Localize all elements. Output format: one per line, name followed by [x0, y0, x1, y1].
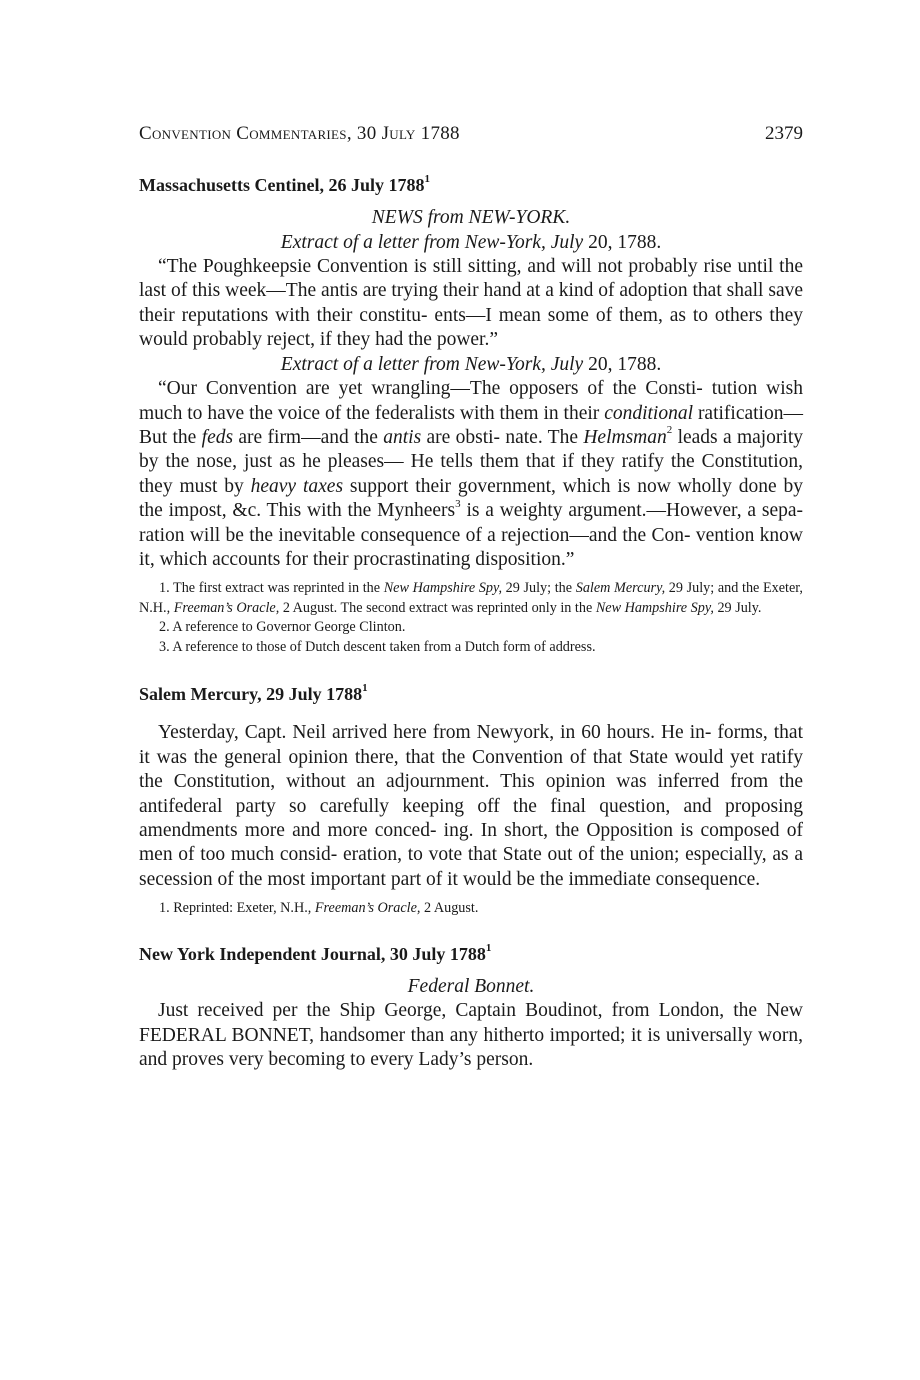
- article-title-text: New York Independent Journal, 30 July 1788: [139, 943, 486, 964]
- footnote-marker: 1: [362, 682, 368, 695]
- paragraph-text: are firm—and the: [233, 426, 384, 448]
- footnote-marker: 2: [666, 424, 673, 437]
- paragraph: [139, 377, 803, 572]
- paragraph-text: is a weighty argument.—However, a sepa- ration will be the inevitable consequence of a rejection—and the Con- vention know it, which accounts for their procrastinating disposition.”: [139, 500, 803, 570]
- paragraph: Just received per the Ship George, Captain Boudinot, from London, the New FEDERAL BONNET, handsomer than any hitherto imported; it is universally worn, and proves very becoming to every Lady’s person.: [139, 1000, 803, 1071]
- article-heading: NEWS from NEW-YORK.: [371, 207, 571, 228]
- running-title: Convention Commentaries, 30 July 1788: [139, 123, 460, 144]
- dateline-text: Extract of a letter from New-York, July: [280, 231, 584, 253]
- italic-text: Freeman’s Oracle,: [314, 900, 421, 917]
- italic-text: Freeman’s Oracle,: [173, 599, 280, 616]
- paragraph-text: are obsti- nate. The: [421, 426, 584, 448]
- footnote-text: 2 August.: [420, 900, 479, 917]
- footnote-text: 29 July.: [713, 599, 762, 616]
- dateline-date: 20, 1788.: [583, 353, 662, 375]
- footnote-marker: 3: [455, 497, 461, 510]
- footnote-text: 1. Reprinted: Exeter, N.H.,: [159, 900, 315, 917]
- paragraph-text: ratification—But the: [139, 402, 803, 448]
- dateline-date: 20, 1788.: [583, 231, 662, 253]
- page-number: 2379: [765, 123, 803, 144]
- footnote-text: 1. The first extract was reprinted in the: [159, 580, 384, 597]
- italic-text: conditional: [604, 402, 694, 424]
- article-title: [139, 170, 803, 200]
- footnotes: [139, 899, 803, 919]
- article-title-text: Salem Mercury, 29 July 1788: [139, 684, 363, 705]
- page-body: [139, 170, 803, 1072]
- footnote-text: 2 August. The second extract was reprinted only in the: [279, 599, 596, 616]
- footnote: 2. A reference to Governor George Clinton.: [159, 619, 406, 636]
- paragraph: “The Poughkeepsie Convention is still sitting, and will not probably rise until the last of this week—The antis are trying their hand at a kind of adoption that shall save their reputations with their constitu- ents—I mean some of them, as to others they would probably reject, if they had the power.”: [139, 256, 803, 351]
- paragraph-text: “Our Convention are yet wrangling—The opposers of the Consti- tution wish much to have the voice of the federalists with them in their: [139, 378, 803, 424]
- footnote: [139, 579, 803, 618]
- dateline-text: Extract of a letter from New-York, July: [280, 353, 584, 375]
- article-massachusetts-centinel: [139, 170, 803, 657]
- footnote-marker: 1: [485, 941, 492, 954]
- paragraph: Yesterday, Capt. Neil arrived here from Newyork, in 60 hours. He in- forms, that it was the general opinion there, that the Convention of that State would yet ratify the Constitution, without an adjournment. This opinion was inferred from the antifederal party so carefully keeping off the final question, and proposing amendments more and more conced- ing. In short, the Opposition is composed of men of too much consid- eration, to vote that State out of the union; especially, as a secession of the most important part of it would be the immediate consequence.: [139, 722, 803, 890]
- italic-text: feds: [201, 426, 234, 448]
- article-new-york-independent-journal: [139, 939, 803, 1073]
- dateline: [139, 231, 803, 256]
- footnote: [139, 899, 803, 919]
- footnote-text: 29 July; and the Exeter, N.H.,: [139, 580, 803, 616]
- paragraph-text: leads a majority by the nose, just as he pleases— He tells them that if they ratify the Constitution, they must by: [139, 426, 804, 497]
- article-title: [139, 679, 803, 709]
- footnote: 3. A reference to those of Dutch descent taken from a Dutch form of address.: [159, 638, 596, 655]
- dateline: [139, 353, 803, 378]
- italic-text: New Hampshire Spy,: [595, 599, 714, 616]
- italic-text: Helmsman: [583, 426, 667, 448]
- article-title-text: Massachusetts Centinel, 26 July 1788: [139, 175, 425, 195]
- italic-text: Salem Mercury,: [575, 580, 666, 597]
- article-salem-mercury: [139, 679, 803, 918]
- running-head: [139, 121, 803, 147]
- footnote-marker: 1: [424, 173, 431, 185]
- footnotes: [139, 579, 803, 657]
- paragraph-text: support their government, which is now wholly done by the impost, &c. This with the Mynheers: [139, 475, 803, 522]
- article-title: [139, 939, 803, 969]
- italic-text: heavy taxes: [250, 475, 344, 497]
- article-heading: Federal Bonnet.: [407, 975, 535, 997]
- italic-text: antis: [383, 426, 422, 448]
- italic-text: New Hampshire Spy,: [383, 580, 503, 597]
- footnote-text: 29 July; the: [502, 580, 576, 597]
